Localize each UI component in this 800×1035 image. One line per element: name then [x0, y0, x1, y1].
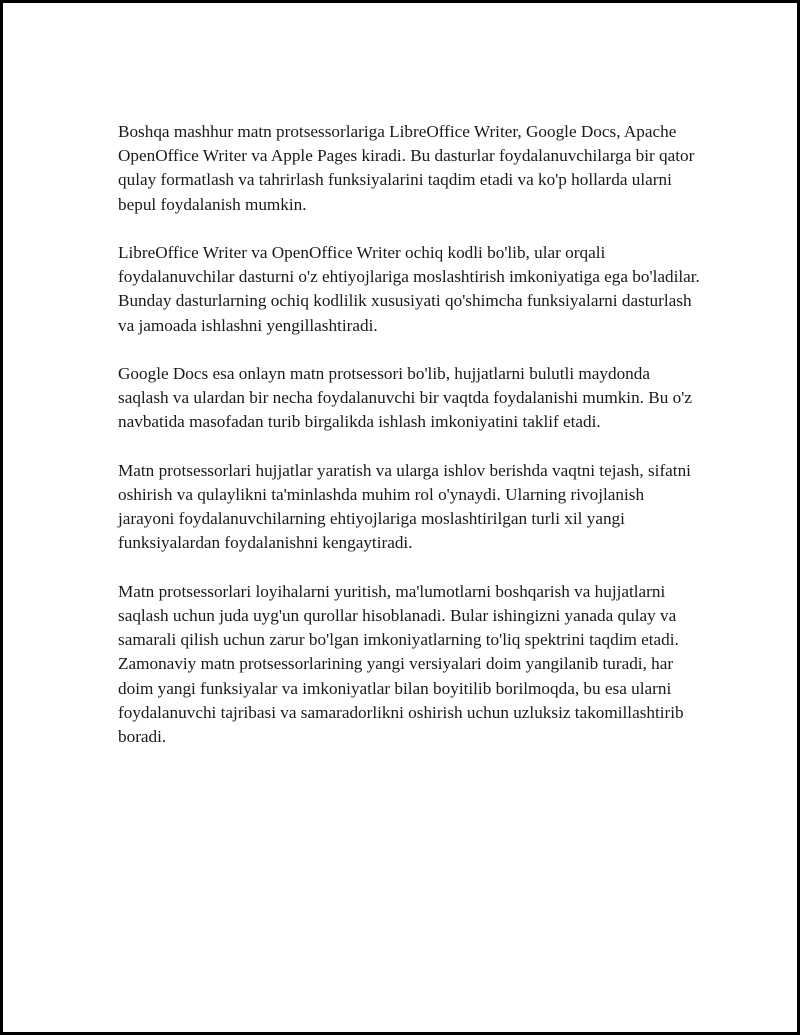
paragraph-3: Google Docs esa onlayn matn protsessori bo'lib, hujjatlarni bulutli maydonda saqlash va ulardan bir necha foydalanuvchi bir vaqtda foydalanishi mumkin. Bu o'z navbatida masofadan turib birgalikda ishlash imkoniyatini taklif etadi.: [118, 364, 692, 432]
paragraph-4: Matn protsessorlari hujjatlar yaratish va ularga ishlov berishda vaqtni tejash, sifatni oshirish va qulaylikni ta'minlashda muhim rol o'ynaydi. Ularning rivojlanish jarayoni foydalanuvchilarning ehtiyojlariga moslashtirilgan turli xil yangi funksiyalardan foydalanishni kengaytiradi.: [118, 460, 691, 553]
paragraph-2: LibreOffice Writer va OpenOffice Writer ochiq kodli bo'lib, ular orqali foydalanuvchilar dasturni o'z ehtiyojlariga moslashtirish imkoniyatiga ega bo'ladilar. Bunday dasturlarning ochiq kodlilik xususiyati qo'shimcha funksiyalarni dasturlash va jamoada ishlashni yengillashtiradi.: [118, 243, 700, 335]
paragraph-5: Matn protsessorlari loyihalarni yuritish, ma'lumotlarni boshqarish va hujjatlarni saqlash uchun juda uyg'un qurollar hisoblanadi. Bular ishingizni yanada qulay va samarali qilish uchun zarur bo'lgan imkoniyatlarning to'liq spektrini taqdim etadi. Zamonaviy matn protsessorlarining yangi versiyalari doim yangilanib turadi, har doim yangi funksiyalar va imkoniyatlar bilan boyitilib borilmoqda, bu esa ularni foydalanuvchi tajribasi va samaradorlikni oshirish uchun uzluksiz takomillashtirib boradi.: [118, 581, 684, 747]
document-body: [118, 120, 703, 749]
paragraph-1: Boshqa mashhur matn protsessorlariga LibreOffice Writer, Google Docs, Apache OpenOffice Writer va Apple Pages kiradi. Bu dasturlar foydalanuvchilarga bir qator qulay formatlash va tahrirlash funksiyalarini taqdim etadi va ko'p hollarda ularni bepul foydalanish mumkin.: [118, 122, 695, 214]
